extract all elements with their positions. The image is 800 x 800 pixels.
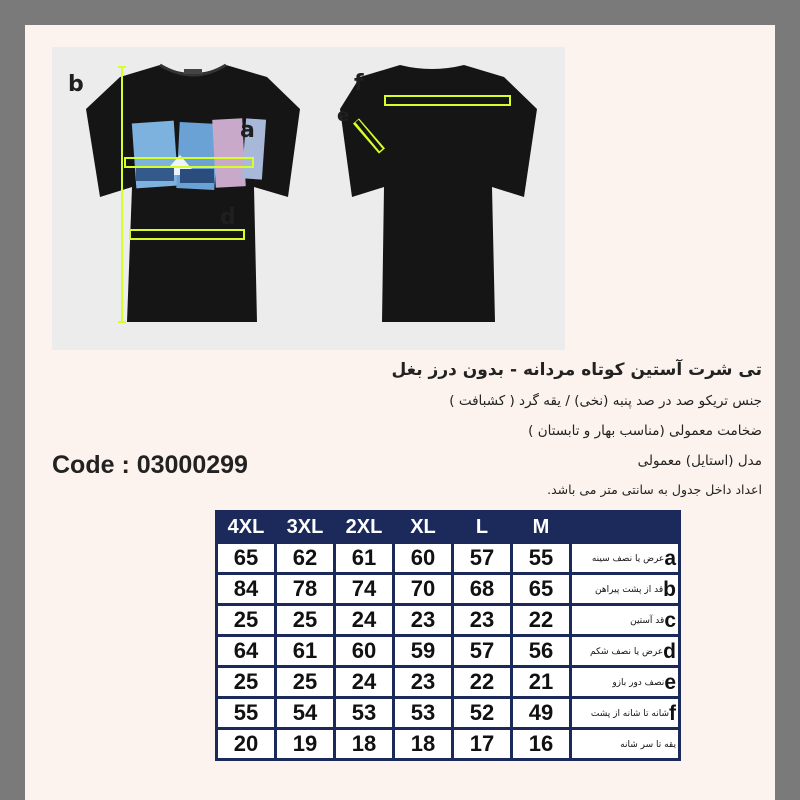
- measure-label-a: a: [240, 118, 255, 143]
- measure-name: قد آستین: [630, 616, 665, 627]
- measure-letter: f: [669, 702, 676, 726]
- size-value-cell: 19: [277, 730, 333, 758]
- measure-name: عرض یا نصف شکم: [589, 647, 664, 658]
- front-shirt-image: [52, 47, 332, 350]
- size-value-cell: 20: [218, 730, 274, 758]
- thickness-text: ضخامت معمولی (مناسب بهار و تابستان ): [528, 423, 762, 439]
- size-value-cell: 18: [336, 730, 392, 758]
- measure-name: یقه تا سر شانه: [620, 740, 676, 751]
- size-value-cell: 84: [218, 575, 274, 603]
- size-value-cell: 59: [395, 637, 451, 665]
- size-value-cell: 55: [218, 699, 274, 727]
- measure-letter: a: [664, 547, 676, 571]
- measure-label-cell: [572, 668, 678, 696]
- size-table: [215, 510, 681, 761]
- size-value-cell: 18: [395, 730, 451, 758]
- table-row: [218, 668, 678, 696]
- size-value-cell: 23: [395, 668, 451, 696]
- size-value-cell: 25: [218, 606, 274, 634]
- size-header: L: [454, 513, 510, 541]
- size-header: XL: [395, 513, 451, 541]
- table-row: [218, 637, 678, 665]
- product-code: Code : 03000299: [52, 451, 248, 479]
- size-value-cell: 25: [277, 606, 333, 634]
- size-value-cell: 25: [277, 668, 333, 696]
- size-value-cell: 24: [336, 606, 392, 634]
- size-value-cell: 55: [513, 544, 569, 572]
- measure-letter: c: [664, 609, 676, 633]
- size-value-cell: 54: [277, 699, 333, 727]
- measure-name: نصف دور بازو: [612, 678, 665, 689]
- table-row: [218, 606, 678, 634]
- size-value-cell: 49: [513, 699, 569, 727]
- size-header: 4XL: [218, 513, 274, 541]
- table-row: [218, 544, 678, 572]
- measure-label-cell: [572, 699, 678, 727]
- size-value-cell: 56: [513, 637, 569, 665]
- table-row: [218, 699, 678, 727]
- measure-name: قد از پشت پیراهن: [595, 585, 664, 596]
- measure-name: عرض یا نصف سینه: [591, 554, 665, 565]
- size-value-cell: 61: [277, 637, 333, 665]
- back-shirt-image: [332, 47, 565, 350]
- size-value-cell: 17: [454, 730, 510, 758]
- size-value-cell: 64: [218, 637, 274, 665]
- measure-name: شانه تا شانه از پشت: [590, 709, 669, 720]
- measure-label-e: e: [337, 105, 350, 126]
- size-value-cell: 21: [513, 668, 569, 696]
- size-value-cell: 57: [454, 637, 510, 665]
- measure-label-cell: [572, 730, 678, 758]
- measure-letter: d: [663, 640, 676, 664]
- size-value-cell: 57: [454, 544, 510, 572]
- measure-label-cell: [572, 606, 678, 634]
- measure-label-b: b: [68, 72, 84, 97]
- size-value-cell: 60: [395, 544, 451, 572]
- size-value-cell: 70: [395, 575, 451, 603]
- table-row: [218, 575, 678, 603]
- size-value-cell: 24: [336, 668, 392, 696]
- units-note: اعداد داخل جدول به سانتی متر می باشد.: [547, 482, 762, 497]
- size-header: 2XL: [336, 513, 392, 541]
- size-value-cell: 60: [336, 637, 392, 665]
- measure-label-f: f: [354, 71, 364, 96]
- size-value-cell: 68: [454, 575, 510, 603]
- measure-letter: b: [663, 578, 676, 602]
- measure-label-cell: [572, 544, 678, 572]
- size-value-cell: 25: [218, 668, 274, 696]
- size-header: M: [513, 513, 569, 541]
- size-value-cell: 22: [454, 668, 510, 696]
- material-text: جنس تریکو صد در صد پنبه (نخی) / یقه گرد ( کشبافت ): [449, 393, 762, 409]
- table-row: [218, 730, 678, 758]
- size-value-cell: 22: [513, 606, 569, 634]
- measure-label-cell: [572, 637, 678, 665]
- size-value-cell: 52: [454, 699, 510, 727]
- product-photo: [52, 47, 565, 350]
- measure-letter: e: [664, 671, 676, 695]
- size-value-cell: 65: [218, 544, 274, 572]
- size-value-cell: 23: [454, 606, 510, 634]
- style-text: مدل (استایل) معمولی: [637, 453, 762, 469]
- size-header: 3XL: [277, 513, 333, 541]
- size-header-row: [218, 513, 678, 541]
- size-table-body: [218, 544, 678, 758]
- size-value-cell: 62: [277, 544, 333, 572]
- size-value-cell: 23: [395, 606, 451, 634]
- size-value-cell: 16: [513, 730, 569, 758]
- measure-label-d: d: [220, 205, 236, 230]
- product-title: تی شرت آستین کوتاه مردانه - بدون درز بغل: [391, 360, 762, 380]
- size-value-cell: 53: [395, 699, 451, 727]
- size-value-cell: 61: [336, 544, 392, 572]
- size-value-cell: 74: [336, 575, 392, 603]
- measure-label-cell: [572, 575, 678, 603]
- size-value-cell: 78: [277, 575, 333, 603]
- size-value-cell: 65: [513, 575, 569, 603]
- measure-header-blank: [572, 513, 678, 541]
- size-value-cell: 53: [336, 699, 392, 727]
